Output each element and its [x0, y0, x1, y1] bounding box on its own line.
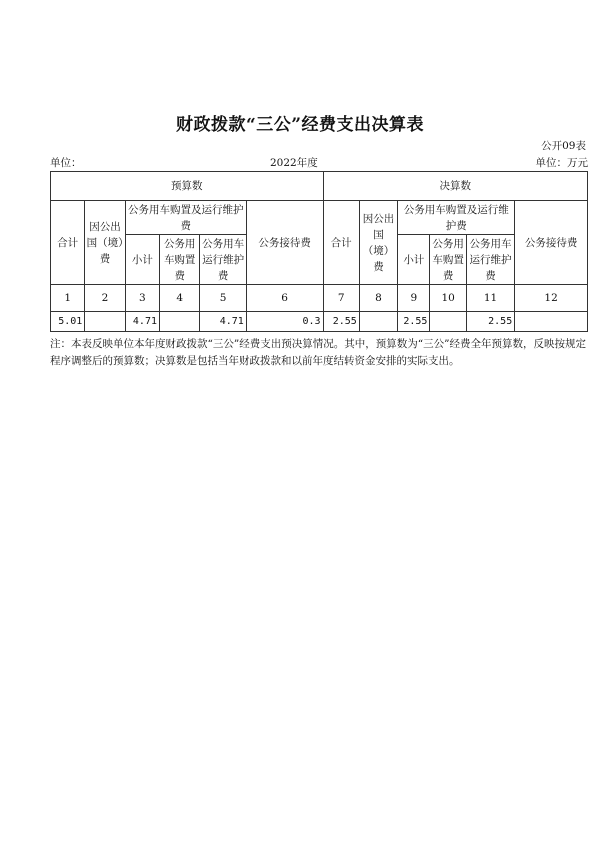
data-cell: [359, 312, 397, 332]
index-cell: 1: [51, 285, 85, 312]
final-reception-header: 公务接待费: [515, 201, 588, 285]
data-cell: [160, 312, 200, 332]
meta-row: [50, 155, 588, 169]
final-subtotal-header: 小计: [398, 235, 430, 285]
budget-vehicle-header: 公务用车购置及运行维护费: [125, 201, 246, 235]
table-note: 注：本表反映单位本年度财政拨款“三公”经费支出预决算情况。其中，预算数为“三公”经费全年预算数，反映按规定程序调整后的预算数；决算数是包括当年财政拨款和以前年度结转资金安排的实际支出。: [50, 338, 586, 367]
data-cell: [430, 312, 466, 332]
final-vehicle-purchase-header: 公务用车购置费: [430, 235, 466, 285]
money-unit: 单位：万元: [535, 157, 588, 169]
index-cell: 6: [246, 285, 323, 312]
index-cell: 4: [160, 285, 200, 312]
final-header: 决算数: [323, 172, 588, 201]
budget-header: 预算数: [51, 172, 324, 201]
index-cell: 3: [125, 285, 159, 312]
index-cell: 2: [85, 285, 125, 312]
data-cell: 5.01: [51, 312, 85, 332]
index-row: [51, 285, 588, 312]
expenditure-table: [50, 171, 588, 332]
data-row: [51, 312, 588, 332]
budget-total-header: 合计: [51, 201, 85, 285]
final-vehicle-operation-header: 公务用车运行维护费: [466, 235, 514, 285]
budget-vehicle-purchase-header: 公务用车购置费: [160, 235, 200, 285]
data-cell: 2.55: [398, 312, 430, 332]
data-cell: 0.3: [246, 312, 323, 332]
data-cell: [85, 312, 125, 332]
final-vehicle-header: 公务用车购置及运行维护费: [398, 201, 515, 235]
data-cell: [515, 312, 588, 332]
index-cell: 5: [200, 285, 246, 312]
index-cell: 7: [323, 285, 359, 312]
fiscal-year: 2022年度: [270, 157, 318, 169]
final-total-header: 合计: [323, 201, 359, 285]
budget-subtotal-header: 小计: [125, 235, 159, 285]
data-cell: 2.55: [323, 312, 359, 332]
data-cell: 4.71: [200, 312, 246, 332]
page-title: 财政拨款“三公”经费支出决算表: [175, 115, 425, 135]
document-code: 公开09表: [541, 140, 586, 152]
index-cell: 10: [430, 285, 466, 312]
budget-abroad-header: 因公出国（境）费: [85, 201, 125, 285]
index-cell: 9: [398, 285, 430, 312]
index-cell: 8: [359, 285, 397, 312]
data-cell: 2.55: [466, 312, 514, 332]
unit-label: 单位：: [50, 157, 82, 169]
budget-vehicle-operation-header: 公务用车运行维护费: [200, 235, 246, 285]
data-cell: 4.71: [125, 312, 159, 332]
index-cell: 11: [466, 285, 514, 312]
index-cell: 12: [515, 285, 588, 312]
budget-reception-header: 公务接待费: [246, 201, 323, 285]
final-abroad-header: 因公出国（境）费: [359, 201, 397, 285]
